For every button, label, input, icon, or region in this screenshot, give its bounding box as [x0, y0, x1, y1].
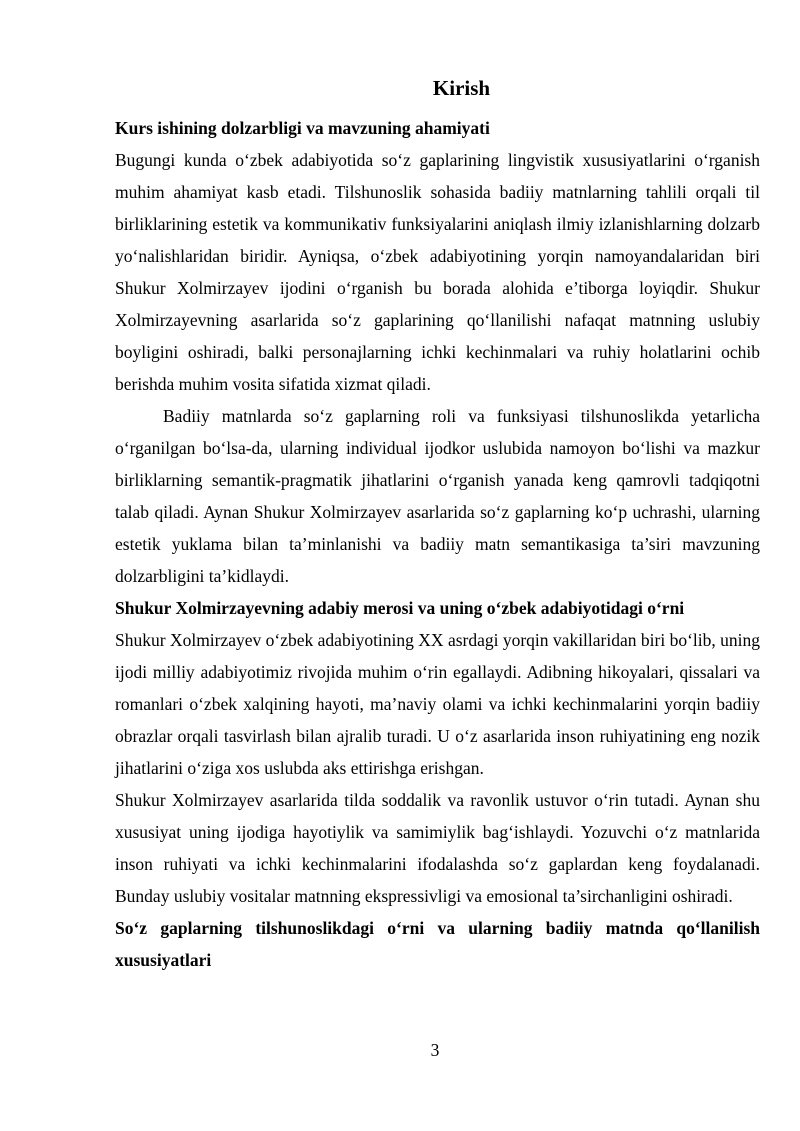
page-number: 3 [430, 1040, 440, 1060]
page-title: Kirish [432, 76, 491, 100]
paragraph: Bugungi kunda o‘zbek adabiyotida so‘z gaplarining lingvistik xususiyatlarini o‘rganish muhim ahamiyat kasb etadi. Tilshunoslik sohasida badiiy matnlarning tahlili orqali til birliklarining estetik va kommunikativ funksiyalarini aniqlash ilmiy izlanishlarning dolzarb yo‘nalishlaridan biridir. Ayniqsa, o‘zbek adabiyotining yorqin namoyandalaridan biri Shukur Xolmirzayev ijodini o‘rganish bu borada alohida e’tiborga loyiqdir. Shukur Xolmirzayevning asarlarida so‘z gaplarining qo‘llanilishi nafaqat matnning uslubiy boyligini oshiradi, balki personajlarning ichki kechinmalari va ruhiy holatlarini ochib berishda muhim vosita sifatida xizmat qiladi. [115, 150, 760, 394]
paragraph: Shukur Xolmirzayev o‘zbek adabiyotining XX asrdagi yorqin vakillaridan biri bo‘lib, uning ijodi milliy adabiyotimiz rivojida muhim o‘rin egallaydi. Adibning hikoyalari, qissalari va romanlari o‘zbek xalqining hayoti, ma’naviy olami va ichki kechinmalarini yorqin badiiy obrazlar orqali tasvirlash bilan ajralib turadi. U o‘z asarlarida inson ruhiyatining eng nozik jihatlarini o‘ziga xos uslubda aks ettirishga erishgan. [115, 630, 760, 778]
paragraph: Badiiy matnlarda so‘z gaplarning roli va funksiyasi tilshunoslikda yetarlicha o‘rganilgan bo‘lsa-da, ularning individual ijodkor uslubida namoyon bo‘lishi va mazkur birliklarning semantik-pragmatik jihatlarini o‘rganish yanada keng qamrovli tadqiqotni talab qiladi. Aynan Shukur Xolmirzayev asarlarida so‘z gaplarning ko‘p uchrashi, ularning estetik yuklama bilan ta’minlanishi va badiiy matn semantikasiga ta’siri mavzuning dolzarbligini ta’kidlaydi. [115, 406, 760, 586]
section-heading-legacy: Shukur Xolmirzayevning adabiy merosi va uning o‘zbek adabiyotidagi o‘rni [115, 598, 685, 618]
section-heading-relevance: Kurs ishining dolzarbligi va mavzuning ahamiyati [115, 118, 490, 138]
paragraph: Shukur Xolmirzayev asarlarida tilda soddalik va ravonlik ustuvor o‘rin tutadi. Aynan shu xususiyat uning ijodiga hayotiylik va samimiylik bag‘ishlaydi. Yozuvchi o‘z matnlarida inson ruhiyati va ichki kechinmalarini ifodalashda so‘z gaplardan keng foydalanadi. Bunday uslubiy vositalar matnning ekspressivligi va emosional ta’sirchanligini oshiradi. [115, 790, 760, 906]
document-page [115, 72, 760, 976]
section-heading-linguistics: So‘z gaplarning tilshunoslikdagi o‘rni va ularning badiiy matnda qo‘llanilish xususiyatlari [115, 918, 760, 970]
